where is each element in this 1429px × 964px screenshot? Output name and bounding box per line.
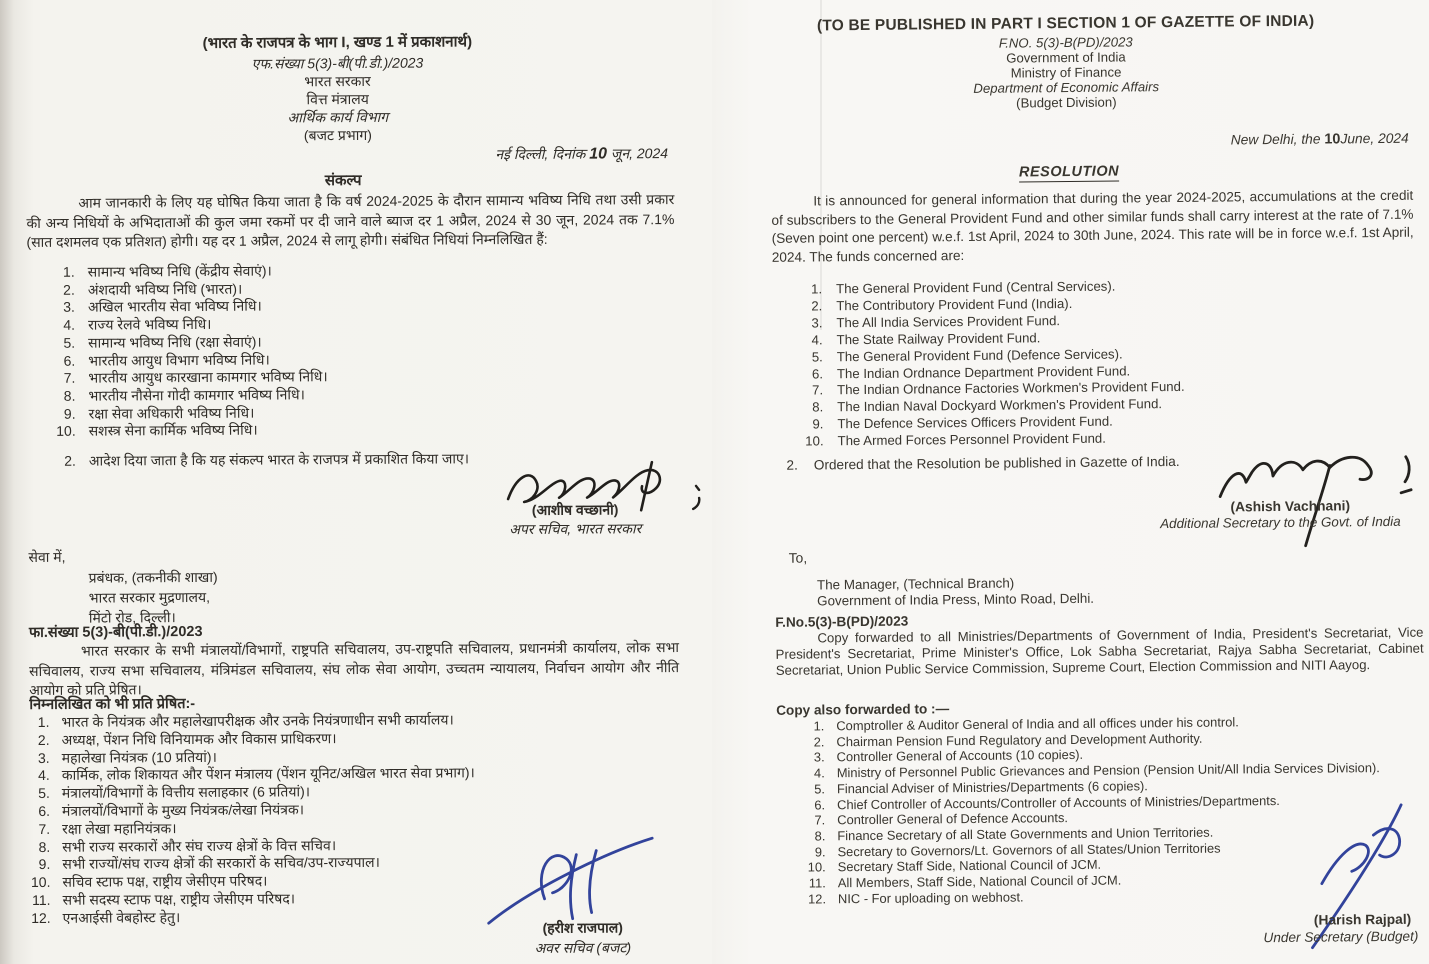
hindi-header — [117, 33, 558, 146]
item-number: 2. — [64, 452, 76, 469]
item-text: The State Railway Provident Fund. — [836, 330, 1041, 347]
item-text: महालेखा नियंत्रक (10 प्रतियां)। — [61, 748, 217, 766]
item-number: 10. — [807, 859, 826, 875]
english-dateline: New Delhi, the 10June, 2024 — [1230, 130, 1409, 148]
item-text: राज्य रेलवे भविष्य निधि। — [87, 315, 212, 333]
item-text: सामान्य भविष्य निधि (केंद्रीय सेवाएं)। — [87, 262, 272, 280]
english-title: RESOLUTION — [1018, 163, 1120, 181]
item-text: कार्मिक, लोक शिकायत और पेंशन मंत्रालय (पेंशन यूनिट/अखिल भारत सेवा प्रभाग)। — [61, 764, 475, 784]
item-text: The General Provident Fund (Central Services). — [836, 278, 1116, 297]
item-text: Financial Adviser of Ministries/Departments (6 copies). — [836, 778, 1148, 797]
item-number: 9. — [812, 416, 824, 432]
hindi-title: संकल्प — [324, 171, 362, 190]
item-text: सभी राज्यों/संघ राज्य क्षेत्रों की सरकारों के सचिव/उप-राज्यपाल। — [62, 854, 380, 873]
item-text: The General Provident Fund (Defence Services). — [836, 346, 1123, 364]
hindi-govt-line: भारत सरकार — [304, 72, 371, 90]
item-text: भारतीय नौसेना गोदी कामगार भविष्य निधि। — [88, 386, 305, 404]
item-text: सभी सदस्य स्टाफ पक्ष, राष्ट्रीय जेसीएम परिषद। — [62, 890, 296, 908]
item-text: अध्यक्ष, पेंशन निधि विनियामक और विकास प्राधिकरण। — [61, 729, 337, 748]
item-number: 2. — [63, 281, 75, 298]
item-number: 7. — [814, 812, 826, 828]
english-division-line: (Budget Division) — [1016, 94, 1117, 111]
item-text: मंत्रालयों/विभागों के मुख्य नियंत्रक/लेखा नियंत्रक। — [61, 801, 305, 819]
item-text: सभी राज्य सरकारों और संघ राज्य क्षेत्रों के वित्त सचिव। — [62, 836, 337, 855]
hindi-division-line: (बजट प्रभाग) — [303, 126, 372, 144]
item-text: Secretary to Governors/Lt. Governors of all States/Union Territories — [837, 840, 1221, 859]
item-number: 9. — [63, 405, 76, 422]
item-number: 8. — [814, 828, 826, 844]
item-number: 4. — [813, 765, 825, 781]
item-number: 1. — [813, 718, 825, 734]
item-text: The All India Services Provident Fund. — [836, 312, 1061, 331]
item-text: Chairman Pension Fund Regulatory and Development Authority. — [836, 730, 1203, 749]
item-number: 5. — [63, 334, 76, 351]
item-number: 4. — [38, 767, 50, 784]
item-number: 1. — [811, 281, 823, 297]
item-text: आदेश दिया जाता है कि यह संकल्प भारत के राजपत्र में प्रकाशित किया जाए। — [88, 450, 470, 469]
item-text: Controller General of Defence Accounts. — [837, 810, 1069, 828]
item-number: 12. — [807, 891, 827, 907]
item-number: 6. — [814, 796, 826, 812]
item-text: Chief Controller of Accounts/Controller of Accounts of Ministries/Departments. — [837, 792, 1280, 812]
english-dept-line: Department of Economic Affairs — [973, 79, 1160, 96]
english-gazette-line: (TO BE PUBLISHED IN PART I SECTION 1 OF GAZETTE OF INDIA) — [816, 12, 1315, 35]
english-header — [766, 13, 1367, 113]
english-para1: It is announced for general information that during the year 2024-2025, accumulations at the credit of subscribers to the General Provident Fund and other similar funds shall carry interest at the rate of 7.1% (Seven point one percent) w.e.f. 1st April, 2024 to 30th June, 2024. This rate will be in force w.e.f. 1st April, 2024. The funds concerned are: — [771, 187, 1414, 265]
item-text: The Contributory Provident Fund (India). — [836, 295, 1073, 314]
english-signatory1-name: (Ashish Vachhani) — [1230, 498, 1351, 515]
item-text: सशस्त्र सेना कार्मिक भविष्य निधि। — [88, 421, 258, 439]
english-file-no: F.No.5(3)-B(PD)/2023 — [775, 613, 909, 630]
item-number: 10. — [56, 423, 76, 440]
item-text: The Armed Forces Personnel Provident Fund. — [837, 430, 1106, 449]
hindi-file-no: फा.संख्या 5(3)-बी(पी.डी.)/2023 — [28, 623, 203, 642]
item-number: 6. — [811, 365, 824, 382]
item-number: 3. — [37, 749, 50, 766]
item-text: Secretary Staff Side, National Council of JCM. — [837, 857, 1102, 875]
item-number: 4. — [811, 332, 823, 348]
item-text: एनआईसी वेबहोस्ट हेतु। — [62, 908, 181, 926]
item-text: सामान्य भविष्य निधि (रक्षा सेवाएं)। — [88, 333, 262, 351]
item-text: भारत के नियंत्रक और महालेखापरीक्षक और उनके नियंत्रणाधीन सभी कार्यालय। — [61, 711, 454, 730]
item-text: अंशदायी भविष्य निधि (भारत)। — [87, 280, 243, 298]
english-signatory1-title: Additional Secretary to the Govt. of India — [1160, 513, 1401, 532]
hindi-signatory2-name: (हरीश राजपाल) — [542, 919, 623, 936]
item-text: मंत्रालयों/विभागों के वित्तीय सलाहकार (6 प्रतियां)। — [61, 783, 311, 801]
hindi-file-line: एफ.संख्या 5(3)-बी(पी.डी.)/2023 — [251, 54, 424, 72]
item-number: 7. — [812, 382, 824, 398]
item-number: 7. — [63, 369, 76, 387]
item-number: 6. — [63, 352, 76, 369]
hindi-also-heading: निम्नलिखित को भी प्रति प्रेषित:- — [29, 695, 196, 713]
hindi-address: प्रबंधक, (तकनीकी शाखा) भारत सरकार मुद्रणालय, मिंटो रोड, दिल्ली। — [88, 568, 218, 626]
item-text: भारतीय आयुध विभाग भविष्य निधि। — [88, 351, 270, 369]
item-text: Finance Secretary of all State Governments and Union Territories. — [837, 824, 1214, 844]
item-number: 2. — [811, 298, 823, 314]
item-number: 11. — [32, 891, 51, 908]
item-text: Ordered that the Resolution be published in Gazette of India. — [813, 453, 1180, 473]
hindi-gazette-line: (भारत के राजपत्र के भाग I, खण्ड 1 में प्रकाशनार्थ) — [202, 33, 473, 52]
item-text: Comptroller & Auditor General of India and all offices under his control. — [836, 714, 1239, 734]
item-number: 5. — [38, 785, 50, 802]
english-address: The Manager, (Technical Branch) Government of India Press, Minto Road, Delhi. — [816, 575, 1095, 608]
list-item — [28, 419, 668, 441]
english-signatory2-title: Under Secretary (Budget) — [1263, 928, 1419, 946]
item-number: 2. — [786, 457, 798, 473]
item-number: 1. — [62, 263, 75, 280]
item-text: रक्षा सेवा अधिकारी भविष्य निधि। — [88, 404, 255, 422]
hindi-signatory1-name: (आशीष वच्छानी) — [531, 501, 619, 518]
english-salutation: To, — [788, 550, 808, 566]
item-text: Controller General of Accounts (10 copies). — [836, 747, 1084, 765]
english-govt-line: Government of India — [1006, 49, 1126, 66]
hindi-dept-line: आर्थिक कार्य विभाग — [287, 108, 389, 126]
item-number: 3. — [63, 299, 75, 316]
hindi-ministry-line: वित्त मंत्रालय — [306, 90, 369, 108]
item-text: All Members, Staff Side, National Council of JCM. — [837, 872, 1122, 891]
handwritten-day: 10 — [1324, 131, 1341, 148]
item-number: 3. — [811, 315, 823, 331]
item-number: 7. — [38, 820, 51, 837]
english-file-line: F.NO. 5(3)-B(PD)/2023 — [998, 34, 1133, 51]
page-hindi — [0, 0, 712, 964]
item-number: 8. — [38, 838, 51, 855]
item-number: 2. — [813, 734, 825, 750]
item-number: 8. — [63, 387, 76, 404]
item-text: Ministry of Personnel Public Grievances and Pension (Pension Unit/All India Services Division). — [836, 760, 1380, 781]
hindi-copy-para: भारत सरकार के सभी मंत्रालयों/विभागों, राष्ट्रपति सचिवालय, उप-राष्ट्रपति सचिवालय, प्रधानमंत्री कार्यालय, लोक सभा सचिवालय, राज्य सभा सचिवालय, मंत्रिमंडल सचिवालय, संघ लोक सेवा आयोग, उच्चतम न्यायालय, निर्वाचन आयोग और नीति आयोग को प्रति प्रेषित। — [29, 639, 680, 698]
hindi-fund-list — [27, 260, 668, 441]
item-text: The Indian Ordnance Factories Workmen's Provident Fund. — [837, 379, 1185, 398]
item-text: सचिव स्टाफ पक्ष, राष्ट्रीय जेसीएम परिषद। — [62, 872, 268, 890]
item-number: 12. — [31, 909, 51, 926]
item-number: 8. — [812, 399, 824, 415]
english-ministry-line: Ministry of Finance — [1010, 64, 1122, 81]
item-text: NIC - For uploading on webhost. — [837, 889, 1024, 906]
hindi-signatory1-title: अपर सचिव, भारत सरकार — [509, 520, 642, 538]
item-text: The Indian Naval Dockyard Workmen's Provident Fund. — [837, 396, 1163, 415]
item-number: 5. — [814, 781, 826, 797]
page-english — [712, 0, 1429, 964]
item-number: 11. — [808, 875, 826, 891]
item-number: 1. — [37, 713, 50, 730]
item-number: 9. — [814, 843, 826, 860]
item-text: भारतीय आयुध कारखाना कामगार भविष्य निधि। — [88, 368, 328, 386]
hindi-para1: आम जानकारी के लिए यह घोषित किया जाता है कि वर्ष 2024-2025 के दौरान सामान्य भविष्य निधि तथा उसी प्रकार की अन्य निधियों के अभिदाताओं की कुल जमा रकमों पर दी जाने वाले ब्याज दर 1 अप्रैल, 2024 से 30 जून, 2024 तक 7.1% (सात दशमलव एक प्रतिशत) होगी। यह दर 1 अप्रैल, 2024 से लागू होगी। संबंधित निधियां निम्नलिखित हैं: — [26, 191, 675, 251]
item-number: 3. — [813, 749, 825, 765]
item-number: 10. — [30, 874, 51, 891]
item-number: 10. — [805, 433, 824, 449]
hindi-dateline: नई दिल्ली, दिनांक 10 जून, 2024 — [495, 145, 669, 163]
item-text: The Indian Ordnance Department Provident Fund. — [836, 362, 1131, 381]
hindi-salutation: सेवा में, — [28, 548, 66, 566]
item-number: 6. — [38, 802, 51, 819]
item-number: 9. — [38, 856, 51, 873]
english-copy-para: Copy forwarded to all Ministries/Departments of Government of India, President's Secretariat, Vice President's Secretariat, Prime Minister's Office, Lok Sabha Secretariat, Rajya Sabha Secretariat, Cabinet Secretariat, Union Public Service Commission, Supreme Court, Election Commission and NITI Aayog. — [775, 624, 1424, 679]
item-number: 4. — [63, 316, 76, 333]
english-fund-list — [772, 276, 1374, 451]
hindi-signatory2-title: अवर सचिव (बजट) — [534, 939, 632, 956]
item-text: रक्षा लेखा महानियंत्रक। — [62, 819, 177, 837]
english-signatory2-name: (Harish Rajpal) — [1313, 911, 1412, 928]
handwritten-day: 10 — [589, 145, 608, 163]
item-number: 2. — [37, 731, 50, 748]
item-text: अखिल भारतीय सेवा भविष्य निधि। — [87, 297, 262, 316]
item-number: 5. — [811, 348, 823, 365]
item-text: The Defence Services Officers Provident Fund. — [837, 413, 1113, 432]
english-also-heading: Copy also forwarded to :— — [776, 701, 950, 718]
